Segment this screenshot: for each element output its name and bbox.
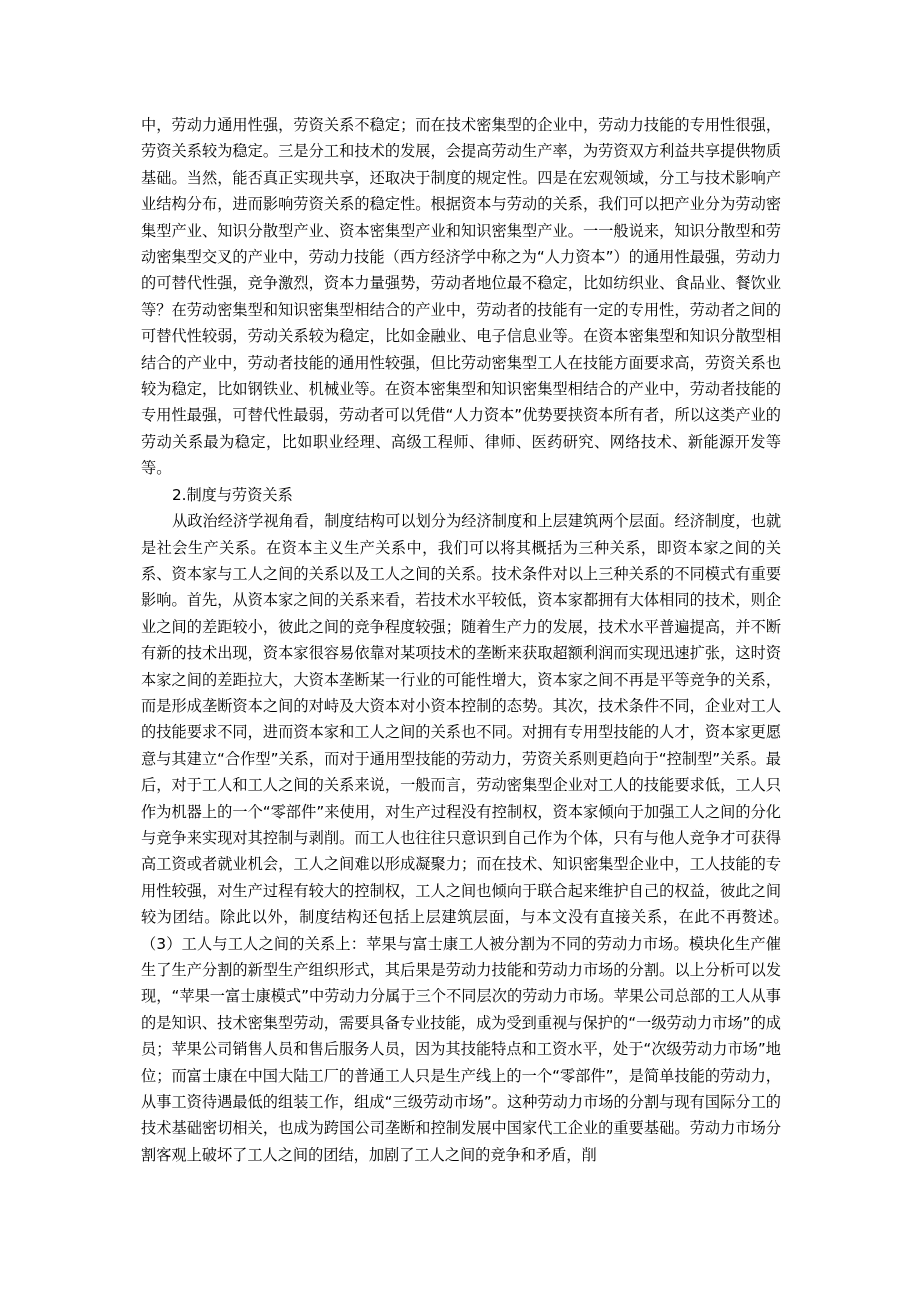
section-heading: 2.制度与劳资关系	[172, 485, 293, 504]
body-paragraph: 从政治经济学视角看，制度结构可以划分为经济制度和上层建筑两个层面。经济制度，也就是社会生产关系。在资本主义生产关系中，我们可以将其概括为三种关系，即资本家之间的关系、资本家与工人之间的关系以及工人之间的关系。技术条件对以上三种关系的不同模式有重要影响。首先，从资本家之间的关系来看，若技术水平较低，资本家都拥有大体相同的技术，则企业之间的差距较小，彼此之间的竞争程度较强；随着生产力的发展，技术水平普遍提高，并不断有新的技术出现，资本家很容易依靠对某项技术的垄断来获取超额利润而实现迅速扩张，这时资本家之间的差距拉大，大资本垄断某一行业的可能性增大，资本家之间不再是平等竞争的关系，而是形成垄断资本之间的对峙及大资本对小资本控制的态势。其次，技术条件不同，企业对工人的技能要求不同，进而资本家和工人之间的关系也不同。对拥有专用型技能的人才，资本家更愿意与其建立“合作型”关系，而对于通用型技能的劳动力，劳资关系则更趋向于“控制型”关系。最后，对于工人和工人之间的关系来说，一般而言，劳动密集型企业对工人的技能要求低，工人只作为机器上的一个“零部件”来使用，对生产过程没有控制权，资本家倾向于加强工人之间的分化与竞争来实现对其控制与剥削。而工人也往往只意识到自己作为个体，只有与他人竞争才可获得高工资或者就业机会，工人之间难以形成凝聚力；而在技术、知识密集型企业中，工人技能的专用性较强，对生产过程有较大的控制权，工人之间也倾向于联合起来维护自己的权益，彼此之间较为团结。除此以外，制度结构还包括上层建筑层面，与本文没有直接关系，在此不再赘述。 （3）工人与工人之间的关系上：苹果与富士康工人被分割为不同的劳动力市场。模块化生产催生了生产分割的新型生产组织形式，其后果是劳动力技能和劳动力市场的分割。以上分析可以发现，“苹果一富士康模式”中劳动力分属于三个不同层次的劳动力市场。苹果公司总部的工人从事的是知识、技术密集型劳动，需要具备专业技能，成为受到重视与保护的“一级劳动力市场”的成员；苹果公司销售人员和售后服务人员，因为其技能特点和工资水平，处于“次级劳动力市场”地位；而富士康在中国大陆工厂的普通工人只是生产线上的一个“零部件”，是简单技能的劳动力，从事工资待遇最低的组装工作，组成“三级劳动市场”。这种劳动力市场的分割与现有国际分工的技术基础密切相关，也成为跨国公司垄断和控制发展中国家代工企业的重要基础。劳动力市场分割客观上破坏了工人之间的团结，加剧了工人之间的竞争和矛盾，削	[141, 512, 842, 1164]
document-page	[141, 112, 842, 1168]
body-paragraph: 中，劳动力通用性强，劳资关系不稳定；而在技术密集型的企业中，劳动力技能的专用性很强，劳资关系较为稳定。三是分工和技术的发展，会提高劳动生产率，为劳资双方利益共享提供物质基础。当然，能否真正实现共享，还取决于制度的规定性。四是在宏观领域，分工与技术影响产业结构分布，进而影响劳资关系的稳定性。根据资本与劳动的关系，我们可以把产业分为劳动密集型产业、知识分散型产业、资本密集型产业和知识密集型产业。一一般说来，知识分散型和劳动密集型交叉的产业中，劳动力技能（西方经济学中称之为“人力资本”）的通用性最强，劳动力的可替代性强，竞争激烈，资本力量强势，劳动者地位最不稳定，比如纺织业、食品业、餐饮业等？在劳动密集型和知识密集型相结合的产业中，劳动者的技能有一定的专用性，劳动者之间的可替代性较弱，劳动关系较为稳定，比如金融业、电子信息业等。在资本密集型和知识分散型相结合的产业中，劳动者技能的通用性较强，但比劳动密集型工人在技能方面要求高，劳资关系也较为稳定，比如钢铁业、机械业等。在资本密集型和知识密集型相结合的产业中，劳动者技能的专用性最强，可替代性最弱，劳动者可以凭借“人力资本”优势要挟资本所有者，所以这类产业的劳动关系最为稳定，比如职业经理、高级工程师、律师、医药研究、网络技术、新能源开发等等。	[141, 116, 781, 478]
